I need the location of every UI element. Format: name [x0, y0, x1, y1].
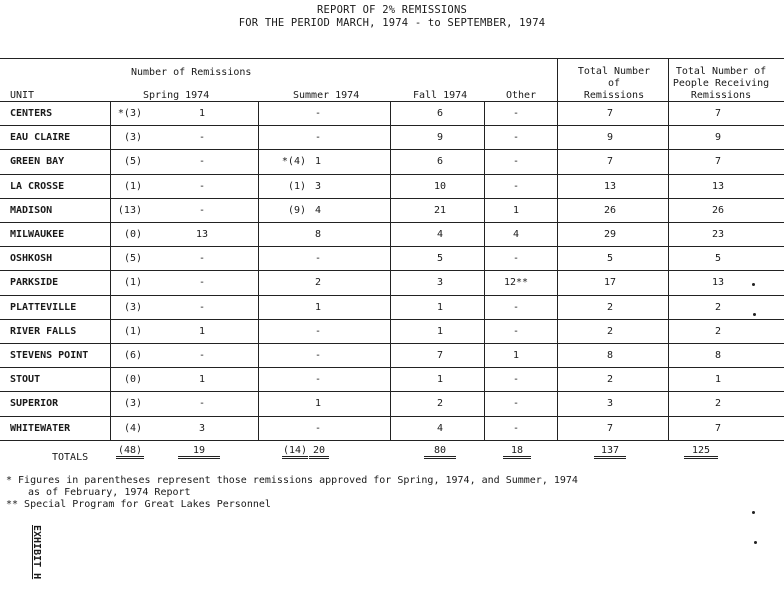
row-rule [0, 198, 784, 199]
other-count: - [512, 253, 520, 264]
spring-approved: *(3) [117, 108, 142, 119]
fall-count: 3 [436, 277, 444, 288]
unit-name: CENTERS [10, 108, 53, 119]
spring-count: - [198, 181, 206, 192]
title-line-2: FOR THE PERIOD MARCH, 1974 - to SEPTEMBER, 1974 [238, 17, 546, 29]
other-count: - [512, 374, 520, 385]
people-receiving: 13 [711, 277, 725, 288]
footnote-1-cont: as of February, 1974 Report [28, 487, 191, 498]
fall-count: 6 [436, 156, 444, 167]
column-divider [668, 58, 669, 440]
total-people-sum: 125 [684, 445, 718, 459]
speck-mark [752, 511, 755, 514]
unit-name: LA CROSSE [10, 181, 65, 192]
summer-count: - [314, 374, 322, 385]
spring-approved: (3) [123, 302, 142, 313]
total-remissions: 13 [603, 181, 617, 192]
unit-name: PLATTEVILLE [10, 302, 77, 313]
unit-name: PARKSIDE [10, 277, 59, 288]
header-spring: Spring 1974 [143, 90, 210, 101]
other-count: - [512, 302, 520, 313]
header-fall: Fall 1974 [413, 90, 468, 101]
header-total-3: Remissions [583, 90, 645, 101]
spring-count: 1 [198, 326, 206, 337]
total-summer: 20 [309, 445, 329, 459]
people-receiving: 7 [714, 156, 722, 167]
row-rule [0, 222, 784, 223]
other-count: - [512, 156, 520, 167]
summer-count: - [314, 108, 322, 119]
row-rule [0, 270, 784, 271]
total-summer-approved: (14) [282, 445, 308, 459]
people-receiving: 2 [714, 302, 722, 313]
fall-count: 1 [436, 302, 444, 313]
summer-count: - [314, 326, 322, 337]
header-people-2: People Receiving [672, 78, 770, 89]
people-receiving: 7 [714, 423, 722, 434]
spring-approved: (1) [123, 326, 142, 337]
footnote-1: * Figures in parentheses represent those remissions approved for Spring, 1974, and Summer, 1974 [6, 475, 578, 486]
exhibit-label: EXHIBIT H [31, 525, 42, 580]
spring-approved: (5) [123, 156, 142, 167]
summer-count: - [314, 132, 322, 143]
total-remissions: 8 [606, 350, 614, 361]
row-rule [0, 319, 784, 320]
spring-approved: (13) [117, 205, 142, 216]
summer-count: 2 [314, 277, 322, 288]
total-remissions: 26 [603, 205, 617, 216]
row-rule [0, 367, 784, 368]
row-rule [0, 440, 784, 441]
total-remissions: 5 [606, 253, 614, 264]
header-unit: UNIT [10, 90, 35, 101]
people-receiving: 1 [714, 374, 722, 385]
fall-count: 7 [436, 350, 444, 361]
unit-name: MADISON [10, 205, 53, 216]
summer-count: - [314, 350, 322, 361]
summer-count: 1 [314, 398, 322, 409]
spring-count: - [198, 398, 206, 409]
spring-count: - [198, 302, 206, 313]
speck-mark [753, 313, 756, 316]
summer-count: 4 [315, 205, 322, 216]
unit-name: OSHKOSH [10, 253, 53, 264]
fall-count: 21 [433, 205, 447, 216]
other-count: 1 [512, 205, 520, 216]
header-total-1: Total Number [577, 66, 651, 77]
other-count: 4 [512, 229, 520, 240]
other-count: - [512, 181, 520, 192]
spring-count: - [198, 350, 206, 361]
summer-count: 3 [315, 181, 322, 192]
spring-approved: (0) [123, 229, 142, 240]
header-total-2: of [607, 78, 621, 89]
unit-name: MILWAUKEE [10, 229, 65, 240]
header-summer: Summer 1974 [293, 90, 360, 101]
spring-count: 13 [195, 229, 209, 240]
other-count: - [512, 108, 520, 119]
spring-approved: (1) [123, 277, 142, 288]
summer-approved: (9) [287, 205, 306, 216]
people-receiving: 23 [711, 229, 725, 240]
fall-count: 1 [436, 374, 444, 385]
fall-count: 5 [436, 253, 444, 264]
unit-name: RIVER FALLS [10, 326, 77, 337]
people-receiving: 2 [714, 398, 722, 409]
speck-mark [752, 283, 755, 286]
other-count: - [512, 132, 520, 143]
unit-name: WHITEWATER [10, 423, 71, 434]
spring-approved: (3) [123, 132, 142, 143]
fall-count: 2 [436, 398, 444, 409]
fall-count: 6 [436, 108, 444, 119]
total-spring: 19 [178, 445, 220, 459]
unit-name: SUPERIOR [10, 398, 59, 409]
total-remissions: 7 [606, 108, 614, 119]
summer-count: 1 [314, 302, 322, 313]
spring-approved: (6) [123, 350, 142, 361]
unit-name: EAU CLAIRE [10, 132, 71, 143]
row-rule [0, 125, 784, 126]
fall-count: 4 [436, 423, 444, 434]
spring-count: - [198, 156, 206, 167]
summer-approved: *(4) [281, 156, 306, 167]
total-fall: 80 [424, 445, 456, 459]
spring-approved: (4) [123, 423, 142, 434]
row-rule [0, 246, 784, 247]
total-remissions: 17 [603, 277, 617, 288]
people-receiving: 13 [711, 181, 725, 192]
row-rule [0, 149, 784, 150]
spring-approved: (5) [123, 253, 142, 264]
summer-approved: (1) [287, 181, 306, 192]
total-remissions: 2 [606, 302, 614, 313]
header-people-1: Total Number of [675, 66, 767, 77]
row-rule [0, 391, 784, 392]
spring-count: 3 [198, 423, 206, 434]
title-line-1: REPORT OF 2% REMISSIONS [317, 4, 467, 16]
summer-count: 1 [315, 156, 322, 167]
other-count: 1 [512, 350, 520, 361]
fall-count: 4 [436, 229, 444, 240]
header-people-3: Remissions [690, 90, 752, 101]
summer-count: - [314, 423, 322, 434]
spring-approved: (3) [123, 398, 142, 409]
people-receiving: 26 [711, 205, 725, 216]
people-receiving: 5 [714, 253, 722, 264]
total-remissions: 7 [606, 423, 614, 434]
totals-label: TOTALS [52, 452, 89, 463]
fall-count: 1 [436, 326, 444, 337]
header-bottom-rule [0, 101, 784, 102]
total-remissions: 2 [606, 326, 614, 337]
other-count: - [512, 326, 520, 337]
total-spring-approved: (48) [116, 445, 144, 459]
speck-mark [754, 541, 757, 544]
total-remissions: 7 [606, 156, 614, 167]
unit-name: STOUT [10, 374, 41, 385]
spring-count: 1 [198, 108, 206, 119]
other-count: 12** [503, 277, 529, 288]
summer-count: - [314, 253, 322, 264]
spring-approved: (1) [123, 181, 142, 192]
total-remissions: 29 [603, 229, 617, 240]
table-top-rule [0, 58, 784, 59]
column-divider [557, 58, 558, 440]
row-rule [0, 416, 784, 417]
fall-count: 10 [433, 181, 447, 192]
people-receiving: 7 [714, 108, 722, 119]
spring-approved: (0) [123, 374, 142, 385]
footnote-2: ** Special Program for Great Lakes Personnel [6, 499, 271, 510]
total-remissions: 9 [606, 132, 614, 143]
people-receiving: 2 [714, 326, 722, 337]
footnotes [6, 475, 578, 511]
spring-count: - [198, 132, 206, 143]
total-remissions: 3 [606, 398, 614, 409]
header-number-of-remissions: Number of Remissions [131, 67, 252, 78]
summer-count: 8 [314, 229, 322, 240]
header-other: Other [506, 90, 537, 101]
total-other: 18 [503, 445, 531, 459]
spring-count: - [198, 277, 206, 288]
total-remissions: 2 [606, 374, 614, 385]
fall-count: 9 [436, 132, 444, 143]
total-remissions-sum: 137 [594, 445, 626, 459]
unit-name: GREEN BAY [10, 156, 65, 167]
people-receiving: 9 [714, 132, 722, 143]
spring-count: - [198, 253, 206, 264]
spring-count: - [198, 205, 206, 216]
row-rule [0, 343, 784, 344]
other-count: - [512, 398, 520, 409]
other-count: - [512, 423, 520, 434]
row-rule [0, 295, 784, 296]
people-receiving: 8 [714, 350, 722, 361]
row-rule [0, 174, 784, 175]
spring-count: 1 [198, 374, 206, 385]
unit-name: STEVENS POINT [10, 350, 89, 361]
